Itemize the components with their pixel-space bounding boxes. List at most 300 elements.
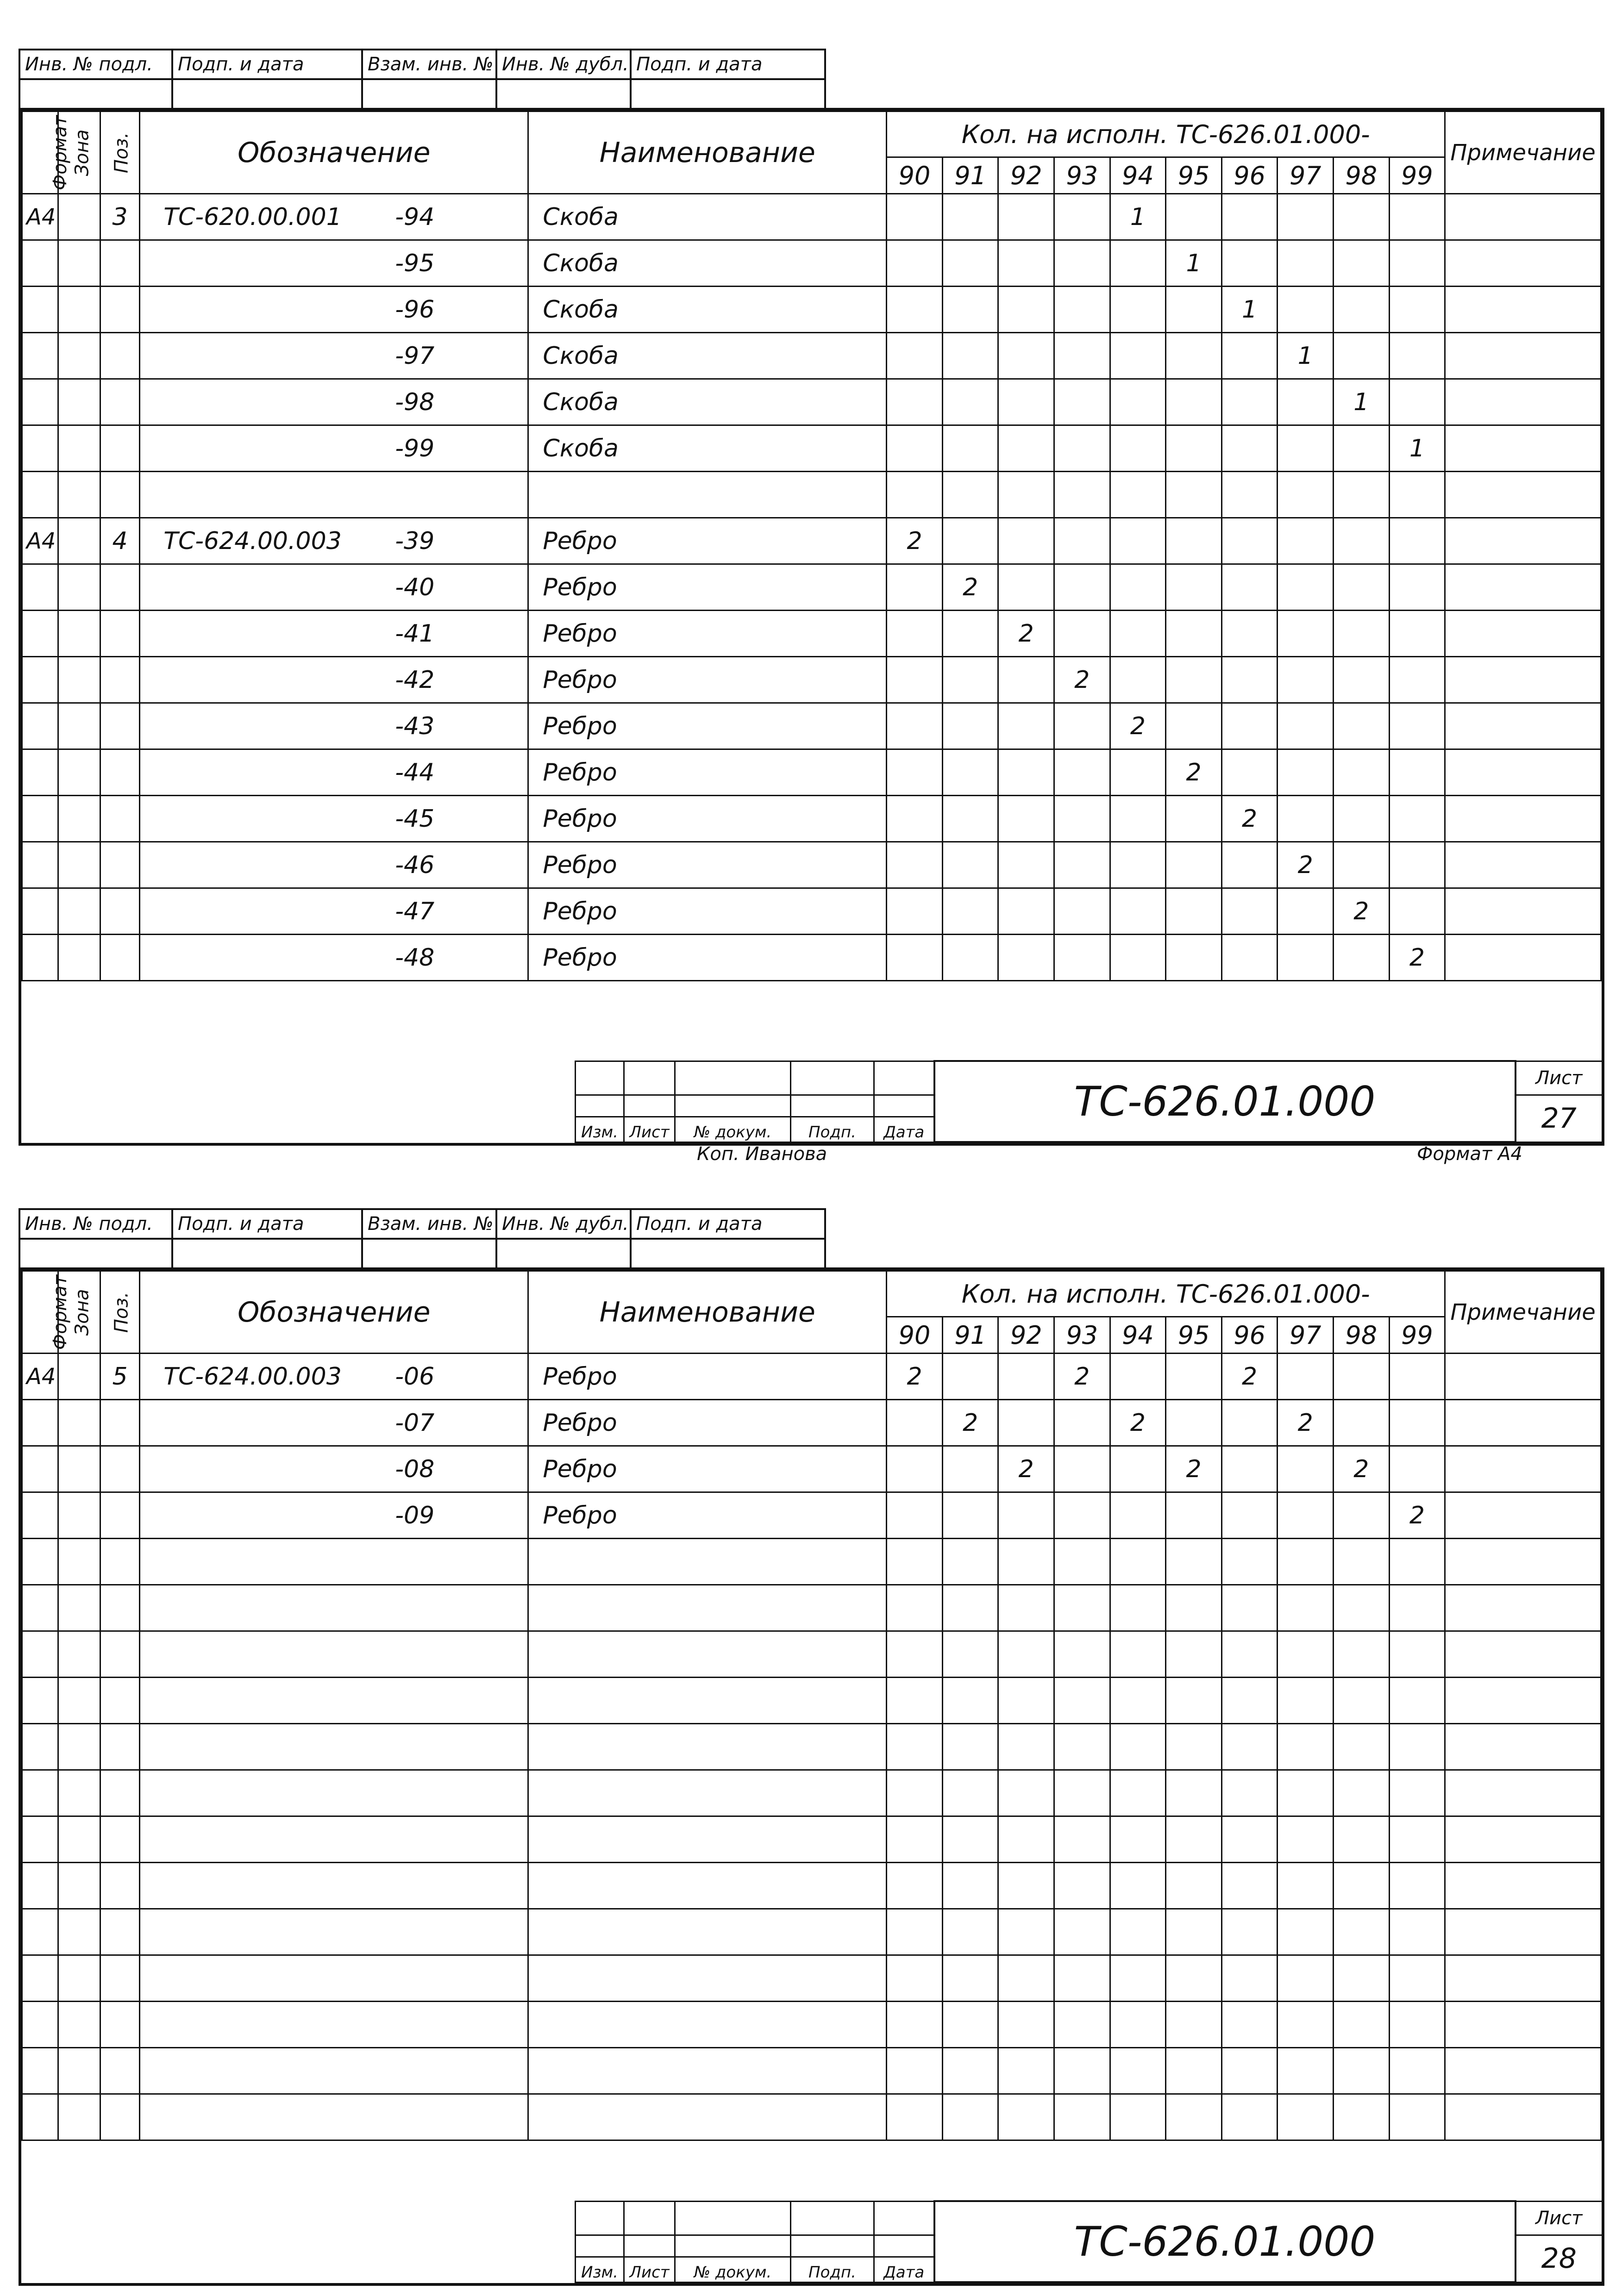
cell-qty xyxy=(1221,1446,1278,1492)
title-block xyxy=(575,2200,1603,2283)
strip-podp-data: Подп. и дата xyxy=(172,1209,362,1239)
cell-qty xyxy=(998,749,1054,796)
cell-qty: 1 xyxy=(1166,240,1222,287)
strip-podp-data-2: Подп. и дата xyxy=(631,1209,825,1239)
cell-qty xyxy=(1389,2048,1445,2094)
cell-qty xyxy=(1110,287,1166,333)
cell-qty xyxy=(1110,518,1166,564)
cell-zone xyxy=(58,935,100,981)
cell-note xyxy=(1445,749,1601,796)
cell-qty: 2 xyxy=(1221,1354,1278,1400)
cell-qty xyxy=(998,888,1054,935)
cell-qty xyxy=(1278,564,1334,611)
cell-qty xyxy=(1110,379,1166,425)
cell-qty xyxy=(942,333,998,379)
table-row xyxy=(22,657,1601,703)
table-row xyxy=(22,935,1601,981)
cell-qty xyxy=(887,472,943,518)
cell-qty xyxy=(1166,1631,1222,1678)
designation-suffix: -94 xyxy=(395,203,435,231)
cell-zone xyxy=(58,1400,100,1446)
cell-name: Скоба xyxy=(528,240,887,287)
cell-qty xyxy=(998,1724,1054,1770)
cell-qty xyxy=(1110,1585,1166,1631)
cell-qty xyxy=(1221,1492,1278,1539)
cell-qty xyxy=(1389,888,1445,935)
cell-qty xyxy=(1110,564,1166,611)
cell-zone xyxy=(58,2048,100,2094)
cell-designation xyxy=(140,796,528,842)
cell-name: Скоба xyxy=(528,333,887,379)
cell-pos xyxy=(100,333,139,379)
cell-zone xyxy=(58,425,100,472)
cell-name xyxy=(528,1539,887,1585)
cell-qty xyxy=(887,1863,943,1909)
cell-qty xyxy=(1389,1631,1445,1678)
cell-pos xyxy=(100,703,139,749)
cell-qty xyxy=(887,1539,943,1585)
cell-qty xyxy=(1054,796,1110,842)
cell-pos: 3 xyxy=(100,194,139,240)
cell-zone xyxy=(58,657,100,703)
cell-qty xyxy=(942,194,998,240)
cell-qty xyxy=(887,1585,943,1631)
cell-name: Ребро xyxy=(528,1400,887,1446)
cell-qty xyxy=(998,1909,1054,1955)
cell-qty xyxy=(1054,1400,1110,1446)
cell-designation xyxy=(140,1585,528,1631)
cell-qty xyxy=(998,1955,1054,2002)
strip-inv-dubl: Инв. № дубл. xyxy=(496,1209,631,1239)
table-row xyxy=(22,2002,1601,2048)
cell-qty xyxy=(1333,1770,1389,1816)
cell-name: Ребро xyxy=(528,611,887,657)
cell-qty xyxy=(998,564,1054,611)
cell-qty: 1 xyxy=(1278,333,1334,379)
cell-qty xyxy=(1278,1770,1334,1816)
cell-qty xyxy=(887,935,943,981)
label-doc: № докум. xyxy=(675,2257,791,2282)
cell-qty xyxy=(998,1631,1054,1678)
cell-zone xyxy=(58,1863,100,1909)
spec-table xyxy=(21,1270,1602,2141)
cell-qty xyxy=(1278,796,1334,842)
cell-format xyxy=(22,333,58,379)
cell-format xyxy=(22,1909,58,1955)
cell-qty: 2 xyxy=(1166,749,1222,796)
cell-qty xyxy=(1110,888,1166,935)
cell-note xyxy=(1445,1863,1601,1909)
cell-zone xyxy=(58,379,100,425)
cell-qty xyxy=(1221,1955,1278,2002)
cell-note xyxy=(1445,1816,1601,1863)
cell-qty xyxy=(887,425,943,472)
cell-qty xyxy=(1054,1631,1110,1678)
cell-qty xyxy=(1389,657,1445,703)
cell-note xyxy=(1445,379,1601,425)
cell-designation xyxy=(140,703,528,749)
designation-suffix: -47 xyxy=(395,897,435,925)
cell-designation xyxy=(140,2048,528,2094)
table-row xyxy=(22,796,1601,842)
sheet-frame xyxy=(19,108,1604,1146)
designation-base: ТС-624.00.003 xyxy=(163,1362,342,1391)
cell-qty xyxy=(1166,1678,1222,1724)
cell-name xyxy=(528,1631,887,1678)
designation-suffix: -07 xyxy=(395,1409,435,1437)
cell-qty xyxy=(998,287,1054,333)
header-variant: 93 xyxy=(1054,157,1110,194)
cell-qty xyxy=(998,1354,1054,1400)
cell-qty xyxy=(1054,1909,1110,1955)
cell-designation xyxy=(140,1909,528,1955)
cell-name: Ребро xyxy=(528,796,887,842)
cell-qty: 2 xyxy=(1110,703,1166,749)
table-row xyxy=(22,379,1601,425)
header-variant: 90 xyxy=(887,1317,943,1354)
cell-name xyxy=(528,2094,887,2140)
cell-zone xyxy=(58,1446,100,1492)
cell-format xyxy=(22,1678,58,1724)
cell-qty xyxy=(942,1492,998,1539)
cell-qty xyxy=(998,379,1054,425)
cell-qty xyxy=(1333,240,1389,287)
cell-name xyxy=(528,1909,887,1955)
cell-qty xyxy=(942,842,998,888)
cell-pos xyxy=(100,2094,139,2140)
cell-pos xyxy=(100,2002,139,2048)
cell-qty xyxy=(887,333,943,379)
cell-qty: 1 xyxy=(1221,287,1278,333)
cell-format: А4 xyxy=(22,194,58,240)
cell-qty xyxy=(1333,333,1389,379)
cell-note xyxy=(1445,1909,1601,1955)
cell-qty xyxy=(1221,425,1278,472)
cell-zone xyxy=(58,194,100,240)
cell-qty xyxy=(942,1955,998,2002)
cell-note xyxy=(1445,1724,1601,1770)
cell-qty xyxy=(1389,1585,1445,1631)
cell-format xyxy=(22,1492,58,1539)
cell-qty xyxy=(942,935,998,981)
cell-pos xyxy=(100,935,139,981)
cell-qty xyxy=(1054,425,1110,472)
cell-qty xyxy=(1278,1816,1334,1863)
table-row xyxy=(22,749,1601,796)
cell-qty xyxy=(1054,2048,1110,2094)
cell-qty xyxy=(887,1678,943,1724)
designation-base: ТС-620.00.001 xyxy=(163,203,342,231)
cell-format xyxy=(22,888,58,935)
cell-qty xyxy=(1110,796,1166,842)
cell-name xyxy=(528,1816,887,1863)
cell-qty xyxy=(1333,1955,1389,2002)
cell-qty xyxy=(1166,518,1222,564)
cell-qty xyxy=(1333,1678,1389,1724)
cell-qty xyxy=(1166,796,1222,842)
document-code: ТС-626.01.000 xyxy=(934,1061,1516,1142)
table-row xyxy=(22,2094,1601,2140)
table-row xyxy=(22,425,1601,472)
cell-qty xyxy=(998,425,1054,472)
cell-qty xyxy=(887,1955,943,2002)
label-izm: Изм. xyxy=(576,2257,624,2282)
label-list: Лист xyxy=(624,2257,675,2282)
cell-qty xyxy=(1278,1354,1334,1400)
cell-qty xyxy=(1278,1492,1334,1539)
cell-name xyxy=(528,2002,887,2048)
cell-qty: 1 xyxy=(1333,379,1389,425)
cell-qty xyxy=(887,611,943,657)
cell-qty xyxy=(1333,472,1389,518)
cell-qty xyxy=(942,657,998,703)
cell-qty xyxy=(1389,333,1445,379)
cell-qty xyxy=(1389,842,1445,888)
cell-qty xyxy=(1166,611,1222,657)
cell-qty xyxy=(1110,1539,1166,1585)
cell-qty xyxy=(887,888,943,935)
cell-designation xyxy=(140,657,528,703)
cell-zone xyxy=(58,1724,100,1770)
header-variant: 97 xyxy=(1278,1317,1334,1354)
cell-format xyxy=(22,842,58,888)
cell-designation xyxy=(140,379,528,425)
cell-qty xyxy=(1166,425,1222,472)
cell-format xyxy=(22,2094,58,2140)
cell-qty xyxy=(942,287,998,333)
cell-qty: 2 xyxy=(998,1446,1054,1492)
cell-qty xyxy=(1054,1678,1110,1724)
cell-name: Ребро xyxy=(528,703,887,749)
cell-qty xyxy=(1110,749,1166,796)
cell-pos xyxy=(100,1909,139,1955)
table-row xyxy=(22,1446,1601,1492)
cell-zone xyxy=(58,1678,100,1724)
cell-qty xyxy=(1110,1816,1166,1863)
cell-qty xyxy=(1389,2002,1445,2048)
cell-qty xyxy=(887,287,943,333)
cell-qty xyxy=(1054,1539,1110,1585)
cell-zone xyxy=(58,888,100,935)
cell-designation xyxy=(140,1631,528,1678)
cell-qty xyxy=(1333,1631,1389,1678)
cell-note xyxy=(1445,194,1601,240)
cell-qty xyxy=(1221,1678,1278,1724)
cell-qty: 2 xyxy=(1110,1400,1166,1446)
cell-qty xyxy=(1166,842,1222,888)
table-row xyxy=(22,703,1601,749)
header-variant: 94 xyxy=(1110,157,1166,194)
cell-qty xyxy=(887,657,943,703)
cell-qty xyxy=(1221,935,1278,981)
cell-zone xyxy=(58,1354,100,1400)
cell-qty xyxy=(1389,287,1445,333)
cell-zone xyxy=(58,1909,100,1955)
cell-qty xyxy=(1166,564,1222,611)
cell-zone xyxy=(58,796,100,842)
cell-format xyxy=(22,657,58,703)
designation-suffix: -41 xyxy=(395,619,435,648)
cell-qty xyxy=(942,2094,998,2140)
cell-zone xyxy=(58,472,100,518)
strip-vzam-inv: Взам. инв. № xyxy=(362,1209,496,1239)
cell-designation xyxy=(140,1863,528,1909)
cell-designation xyxy=(140,749,528,796)
cell-pos xyxy=(100,1724,139,1770)
cell-qty: 2 xyxy=(1054,1354,1110,1400)
cell-format xyxy=(22,425,58,472)
cell-qty xyxy=(1278,287,1334,333)
cell-qty xyxy=(1054,287,1110,333)
cell-note xyxy=(1445,1539,1601,1585)
cell-qty xyxy=(998,1585,1054,1631)
cell-qty xyxy=(1333,749,1389,796)
cell-pos xyxy=(100,1770,139,1816)
cell-qty xyxy=(998,1678,1054,1724)
cell-qty xyxy=(998,2002,1054,2048)
cell-qty xyxy=(942,1446,998,1492)
cell-qty xyxy=(1389,796,1445,842)
cell-qty xyxy=(1333,703,1389,749)
header-name: Наименование xyxy=(528,1271,887,1354)
cell-qty xyxy=(998,518,1054,564)
cell-qty xyxy=(1221,194,1278,240)
cell-note xyxy=(1445,1955,1601,2002)
cell-format xyxy=(22,1724,58,1770)
cell-qty xyxy=(1110,1354,1166,1400)
cell-qty xyxy=(1278,657,1334,703)
table-row xyxy=(22,240,1601,287)
cell-qty xyxy=(1278,1539,1334,1585)
cell-qty xyxy=(1333,564,1389,611)
cell-name xyxy=(528,1585,887,1631)
cell-note xyxy=(1445,611,1601,657)
cell-pos xyxy=(100,888,139,935)
cell-qty xyxy=(942,2002,998,2048)
cell-qty xyxy=(998,1863,1054,1909)
cell-qty xyxy=(1110,1492,1166,1539)
sheet-28 xyxy=(19,1208,1604,2287)
cell-qty xyxy=(887,1724,943,1770)
header-zone: Зона xyxy=(71,1289,93,1335)
cell-pos xyxy=(100,657,139,703)
cell-qty xyxy=(1054,935,1110,981)
cell-qty xyxy=(1389,240,1445,287)
cell-designation xyxy=(140,611,528,657)
cell-qty xyxy=(1110,1909,1166,1955)
cell-format xyxy=(22,796,58,842)
cell-name xyxy=(528,1955,887,2002)
cell-qty xyxy=(887,796,943,842)
cell-qty xyxy=(1333,518,1389,564)
cell-qty xyxy=(998,1816,1054,1863)
cell-qty xyxy=(1166,1770,1222,1816)
cell-qty xyxy=(1110,240,1166,287)
table-row xyxy=(22,1585,1601,1631)
cell-qty xyxy=(1389,2094,1445,2140)
strip-inv-dubl: Инв. № дубл. xyxy=(496,50,631,79)
cell-name: Ребро xyxy=(528,888,887,935)
cell-qty xyxy=(1221,657,1278,703)
cell-qty xyxy=(1389,564,1445,611)
header-pos: Поз. xyxy=(111,1292,132,1333)
cell-qty xyxy=(998,842,1054,888)
cell-qty xyxy=(998,194,1054,240)
cell-qty xyxy=(1333,842,1389,888)
cell-qty xyxy=(1278,194,1334,240)
cell-qty xyxy=(998,935,1054,981)
cell-format xyxy=(22,1863,58,1909)
cell-qty xyxy=(1054,888,1110,935)
title-block xyxy=(575,1060,1603,1143)
table-row xyxy=(22,1724,1601,1770)
cell-qty xyxy=(942,379,998,425)
table-row xyxy=(22,518,1601,564)
sheet-frame xyxy=(19,1267,1604,2286)
cell-qty xyxy=(1054,1955,1110,2002)
cell-qty: 2 xyxy=(1333,1446,1389,1492)
designation-suffix: -95 xyxy=(395,249,435,277)
cell-qty xyxy=(1333,1492,1389,1539)
cell-qty xyxy=(1110,1678,1166,1724)
cell-note xyxy=(1445,888,1601,935)
cell-note xyxy=(1445,1585,1601,1631)
cell-qty xyxy=(1333,611,1389,657)
cell-qty xyxy=(998,2048,1054,2094)
designation-suffix: -45 xyxy=(395,805,435,833)
cell-qty xyxy=(1278,1631,1334,1678)
cell-note xyxy=(1445,1631,1601,1678)
header-variant: 93 xyxy=(1054,1317,1110,1354)
sheet-label: Лист xyxy=(1516,1061,1603,1095)
cell-qty xyxy=(1221,842,1278,888)
cell-qty xyxy=(998,333,1054,379)
cell-qty xyxy=(1054,2002,1110,2048)
cell-zone xyxy=(58,611,100,657)
cell-designation xyxy=(140,888,528,935)
cell-qty xyxy=(1110,1770,1166,1816)
cell-qty xyxy=(1054,333,1110,379)
cell-qty: 2 xyxy=(1278,842,1334,888)
cell-qty xyxy=(1389,1955,1445,2002)
cell-designation xyxy=(140,2094,528,2140)
table-row xyxy=(22,1678,1601,1724)
cell-qty xyxy=(1389,611,1445,657)
cell-qty xyxy=(1110,657,1166,703)
cell-qty xyxy=(887,564,943,611)
cell-qty xyxy=(1221,240,1278,287)
header-variant: 99 xyxy=(1389,157,1445,194)
cell-qty xyxy=(1054,1724,1110,1770)
cell-qty xyxy=(998,2094,1054,2140)
designation-suffix: -44 xyxy=(395,758,435,786)
label-data: Дата xyxy=(874,2257,934,2282)
strip-vzam-inv: Взам. инв. № xyxy=(362,50,496,79)
cell-qty xyxy=(942,611,998,657)
cell-pos xyxy=(100,611,139,657)
cell-name: Ребро xyxy=(528,842,887,888)
cell-qty xyxy=(1166,2048,1222,2094)
header-variant: 97 xyxy=(1278,157,1334,194)
cell-format xyxy=(22,703,58,749)
cell-qty xyxy=(887,194,943,240)
cell-qty xyxy=(887,1816,943,1863)
cell-note xyxy=(1445,657,1601,703)
cell-qty xyxy=(1221,1631,1278,1678)
cell-note xyxy=(1445,564,1601,611)
cell-designation xyxy=(140,935,528,981)
cell-name xyxy=(528,2048,887,2094)
